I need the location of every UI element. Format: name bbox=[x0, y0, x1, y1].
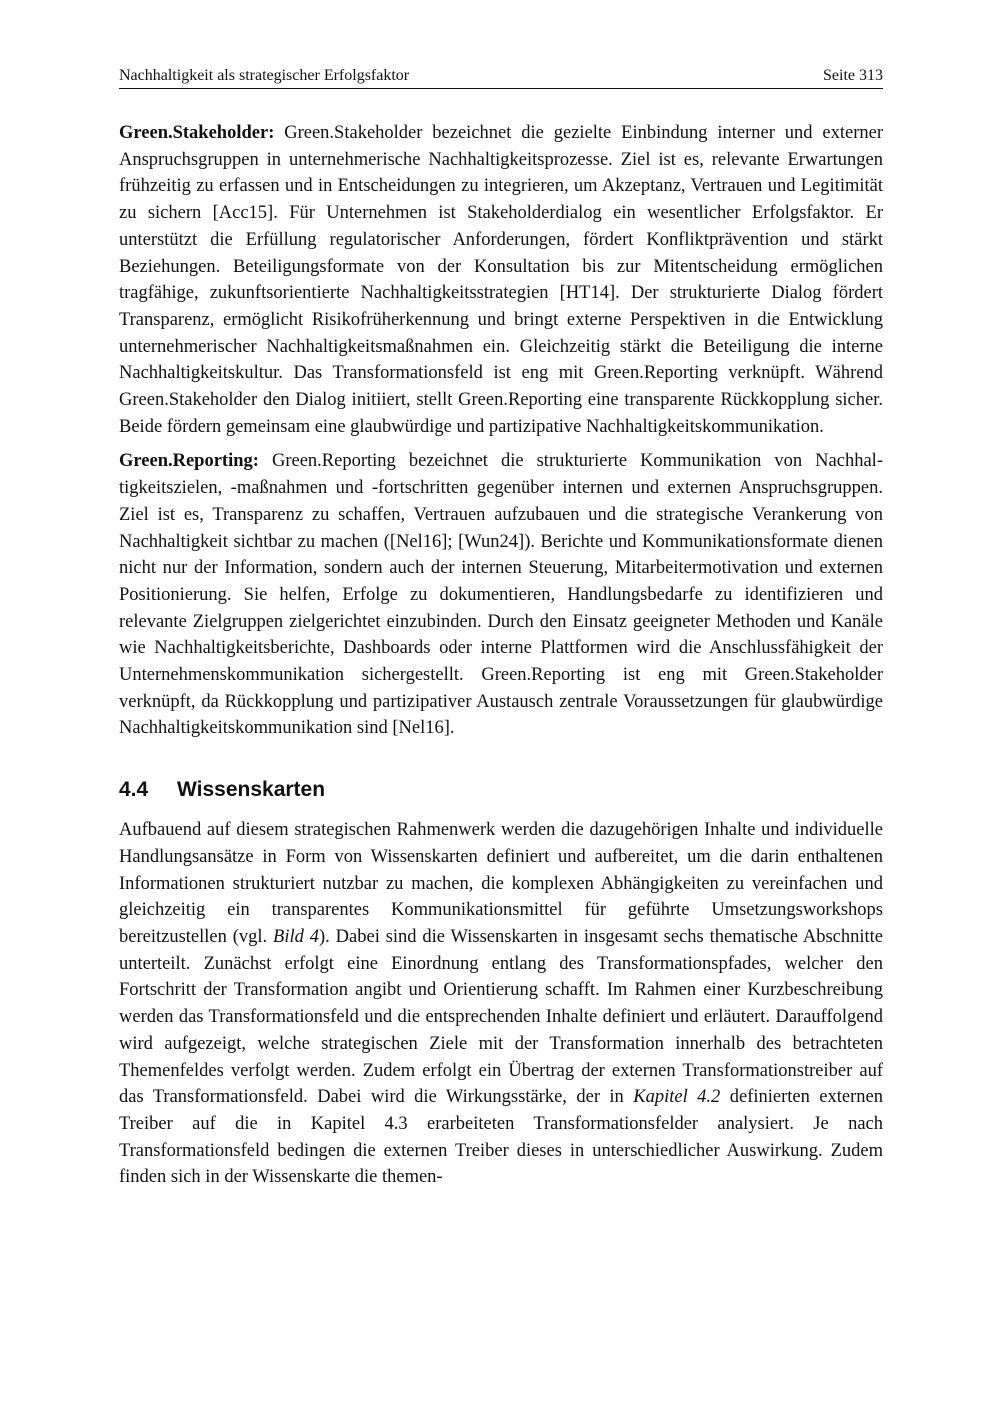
term-green-stakeholder: Green.Stakeholder: bbox=[119, 123, 275, 143]
wissenskarten-text-part2: ). Dabei sind die Wissenskarten in insgesamt sechs thematische Abschnitte unterteilt. Zunächst erfolgt eine Einordnung entlang des Transformationspfades, welcher den Fortschritt der Transformation angibt und Orientierung schafft. Im Rahmen einer Kurzbeschreibung werden das Transformationsfeld und die entsprechenden Inhalte definiert und erläutert. Darauffolgend wird aufgezeigt, welche strategischen Ziele mit der Transformation innerhalb des betrachteten Themenfeldes verfolgt werden. Zudem erfolgt ein Übertrag der externen Transformationstreiber auf das Transformationsfeld. Dabei wird die Wirkungsstärke, der in bbox=[119, 926, 883, 1108]
header-title: Nachhaltigkeit als strategischer Erfolgsfaktor bbox=[119, 67, 410, 84]
chapter-reference[interactable]: Kapitel 4.2 bbox=[633, 1087, 721, 1108]
paragraph-wissenskarten bbox=[119, 817, 883, 1191]
wissenskarten-text-part3: definierten externen Treiber auf die in Kapitel 4.3 erarbeiteten Transformationsfelder analysiert. Je nach Transformationsfeld bedingen die externen Treiber dieses in unterschiedlicher Auswirkung. Zudem finden sich in der Wissenskarte die themen- bbox=[119, 1087, 883, 1188]
running-header bbox=[119, 66, 883, 89]
page-content bbox=[119, 66, 883, 1191]
text-green-reporting: Green.Reporting bezeichnet die strukturierte Kommunikation von Nachhaltigkeitszielen, -maßnahmen und -fortschritten gegenüber internen und externen Anspruchsgruppen. Ziel ist es, Transparenz zu schaffen, Vertrauen aufzubauen und die strategische Verankerung von Nachhaltigkeit sichtbar zu machen ([Nel16]; [Wun24]). Berichte und Kommunikationsformate dienen nicht nur der Information, sondern auch der internen Steuerung, Mitarbeitermotivation und externen Positionierung. Sie helfen, Erfolge zu dokumentieren, Handlungsbedarfe zu identifizieren und relevante Zielgruppen zielgerichtet einzubinden. Durch den Einsatz geeigneter Methoden und Kanäle wie Nachhaltigkeitsberichte, Dashboards oder interne Plattformen wird die Anschlussfähigkeit der Unternehmenskommunikation sichergestellt. Green.Reporting ist eng mit Green.Stakeholder verknüpft, da Rückkopplung und partizipativer Austausch zentrale Voraussetzungen für glaubwürdige Nachhaltigkeitskommunikation sind [Nel16]. bbox=[119, 451, 883, 739]
paragraph-green-stakeholder bbox=[119, 120, 883, 440]
text-green-stakeholder: Green.Stakeholder bezeichnet die gezielte Einbindung interner und externer Anspruchsgruppen in unternehmerische Nachhaltigkeitsprozesse. Ziel ist es, relevante Erwartungen frühzeitig zu erfassen und in Entscheidungen zu integrieren, um Akzeptanz, Vertrauen und Legitimität zu sichern [Acc15]. Für Unternehmen ist Stakeholderdialog ein wesentlicher Erfolgsfaktor. Er unterstützt die Erfüllung regulatorischer Anforderungen, fördert Konfliktprävention und stärkt Beziehungen. Beteiligungsformate von der Konsultation bis zur Mitentscheidung ermöglichen tragfähige, zukunftsorientierte Nachhaltigkeitsstrategien [HT14]. Der strukturierte Dialog fördert Transparenz, ermöglicht Risikofrüherkennung und bringt externe Perspektiven in die Entwicklung unternehmerischer Nachhaltigkeitsmaßnahmen ein. Gleichzeitig stärkt die Beteiligung die interne Nachhaltigkeitskultur. Das Transformationsfeld ist eng mit Green.Reporting verknüpft. Während Green.Stakeholder den Dialog initiiert, stellt Green.Reporting eine transparente Rückkopplung sicher. Beide fördern gemeinsam eine glaubwürdige und partizipative Nachhaltigkeitskommunikation. bbox=[119, 123, 883, 437]
section-number: 4.4 bbox=[119, 778, 149, 802]
wissenskarten-text-part1: Aufbauend auf diesem strategischen Rahmenwerk werden die dazugehörigen Inhalte und individuelle Handlungsansätze in Form von Wissenskarten definiert und aufbereitet, um die darin enthaltenen Informationen strukturiert nutzbar zu machen, die komplexen Abhängigkeiten zu vereinfachen und gleichzeitig ein transparentes Kommunikationsmittel für geführte Umsetzungsworkshops bereitzustellen (vgl. bbox=[119, 820, 883, 947]
paragraph-green-reporting bbox=[119, 448, 883, 742]
section-title: Wissenskarten bbox=[177, 778, 326, 802]
figure-reference[interactable]: Bild 4 bbox=[273, 926, 319, 947]
term-green-reporting: Green.Reporting: bbox=[119, 451, 259, 472]
section-heading bbox=[119, 776, 883, 804]
page-number: Seite 313 bbox=[823, 67, 883, 84]
